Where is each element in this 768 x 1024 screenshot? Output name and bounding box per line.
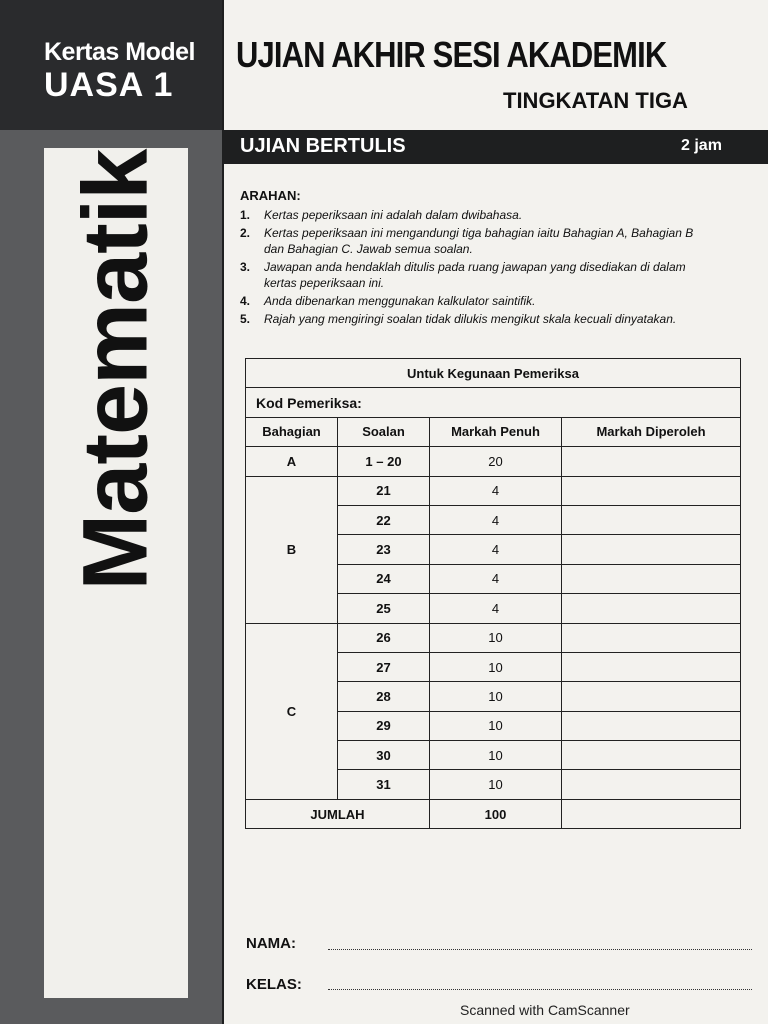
full-marks: 4 (430, 476, 562, 505)
full-marks: 10 (430, 623, 562, 652)
name-label: NAMA: (246, 935, 296, 952)
scanner-watermark: Scanned with CamScanner (460, 1002, 630, 1018)
question-number: 29 (338, 711, 430, 740)
marks-obtained[interactable] (562, 682, 741, 711)
examiner-table (245, 358, 741, 829)
marks-obtained[interactable] (562, 711, 741, 740)
question-number: 21 (338, 476, 430, 505)
full-marks: 10 (430, 770, 562, 799)
question-number: 31 (338, 770, 430, 799)
class-field[interactable] (328, 988, 752, 990)
question-number: 25 (338, 594, 430, 623)
instruction-item: 3. Jawapan anda hendaklah ditulis pada ruang jawapan yang disediakan di dalam kertas peperiksaan ini. (240, 260, 686, 290)
full-marks: 10 (430, 711, 562, 740)
full-marks: 4 (430, 505, 562, 534)
table-row-total (246, 799, 741, 828)
instruction-item: 2. Kertas peperiksaan ini mengandungi tiga bahagian iaitu Bahagian A, Bahagian B dan Bahagian C. Jawab semua soalan. (240, 226, 694, 256)
marks-obtained[interactable] (562, 535, 741, 564)
paper-type: UJIAN BERTULIS (240, 135, 406, 157)
question-number: 28 (338, 682, 430, 711)
subject-title: Matematik (64, 149, 167, 591)
full-marks: 10 (430, 682, 562, 711)
question-number: 24 (338, 564, 430, 593)
question-number: 26 (338, 623, 430, 652)
exam-title: UJIAN AKHIR SESI AKADEMIK (236, 34, 667, 75)
total-marks-obtained[interactable] (562, 799, 741, 828)
question-number: 30 (338, 741, 430, 770)
full-marks: 10 (430, 741, 562, 770)
question-number: 27 (338, 652, 430, 681)
model-block (0, 0, 222, 130)
full-marks: 10 (430, 652, 562, 681)
table-row (246, 476, 741, 505)
examiner-code-label: Kod Pemeriksa: (246, 388, 741, 417)
section-c: C (246, 623, 338, 799)
question-number: 23 (338, 535, 430, 564)
instructions-label: ARAHAN: (240, 188, 301, 203)
col-header-bahagian: Bahagian (246, 417, 338, 446)
question-number: 22 (338, 505, 430, 534)
instruction-item: 1. Kertas peperiksaan ini adalah dalam dwibahasa. (240, 208, 523, 222)
total-label: JUMLAH (246, 799, 430, 828)
instructions-list (240, 207, 710, 329)
class-label: KELAS: (246, 976, 302, 993)
total-full-marks: 100 (430, 799, 562, 828)
full-marks: 4 (430, 564, 562, 593)
col-header-markah-diperoleh: Markah Diperoleh (562, 417, 741, 446)
marks-obtained[interactable] (562, 476, 741, 505)
duration: 2 jam (681, 137, 722, 154)
table-title: Untuk Kegunaan Pemeriksa (246, 359, 741, 388)
marks-obtained[interactable] (562, 741, 741, 770)
question-range: 1 – 20 (338, 447, 430, 476)
marks-obtained[interactable] (562, 770, 741, 799)
name-field[interactable] (328, 948, 752, 950)
instruction-item: 4. Anda dibenarkan menggunakan kalkulator saintifik. (240, 294, 536, 308)
marks-obtained[interactable] (562, 594, 741, 623)
col-header-markah-penuh: Markah Penuh (430, 417, 562, 446)
full-marks: 4 (430, 594, 562, 623)
full-marks: 20 (430, 447, 562, 476)
model-code: UASA 1 (44, 66, 174, 104)
table-row (246, 623, 741, 652)
marks-obtained[interactable] (562, 564, 741, 593)
instruction-item: 5. Rajah yang mengiringi soalan tidak dilukis mengikut skala kecuali dinyatakan. (240, 312, 677, 326)
section-b: B (246, 476, 338, 623)
table-row (246, 447, 741, 476)
marks-obtained[interactable] (562, 623, 741, 652)
col-header-soalan: Soalan (338, 417, 430, 446)
model-label: Kertas Model (44, 38, 195, 66)
full-marks: 4 (430, 535, 562, 564)
marks-obtained[interactable] (562, 447, 741, 476)
exam-subtitle: TINGKATAN TIGA (503, 88, 688, 113)
marks-obtained[interactable] (562, 505, 741, 534)
marks-obtained[interactable] (562, 652, 741, 681)
section-a: A (246, 447, 338, 476)
